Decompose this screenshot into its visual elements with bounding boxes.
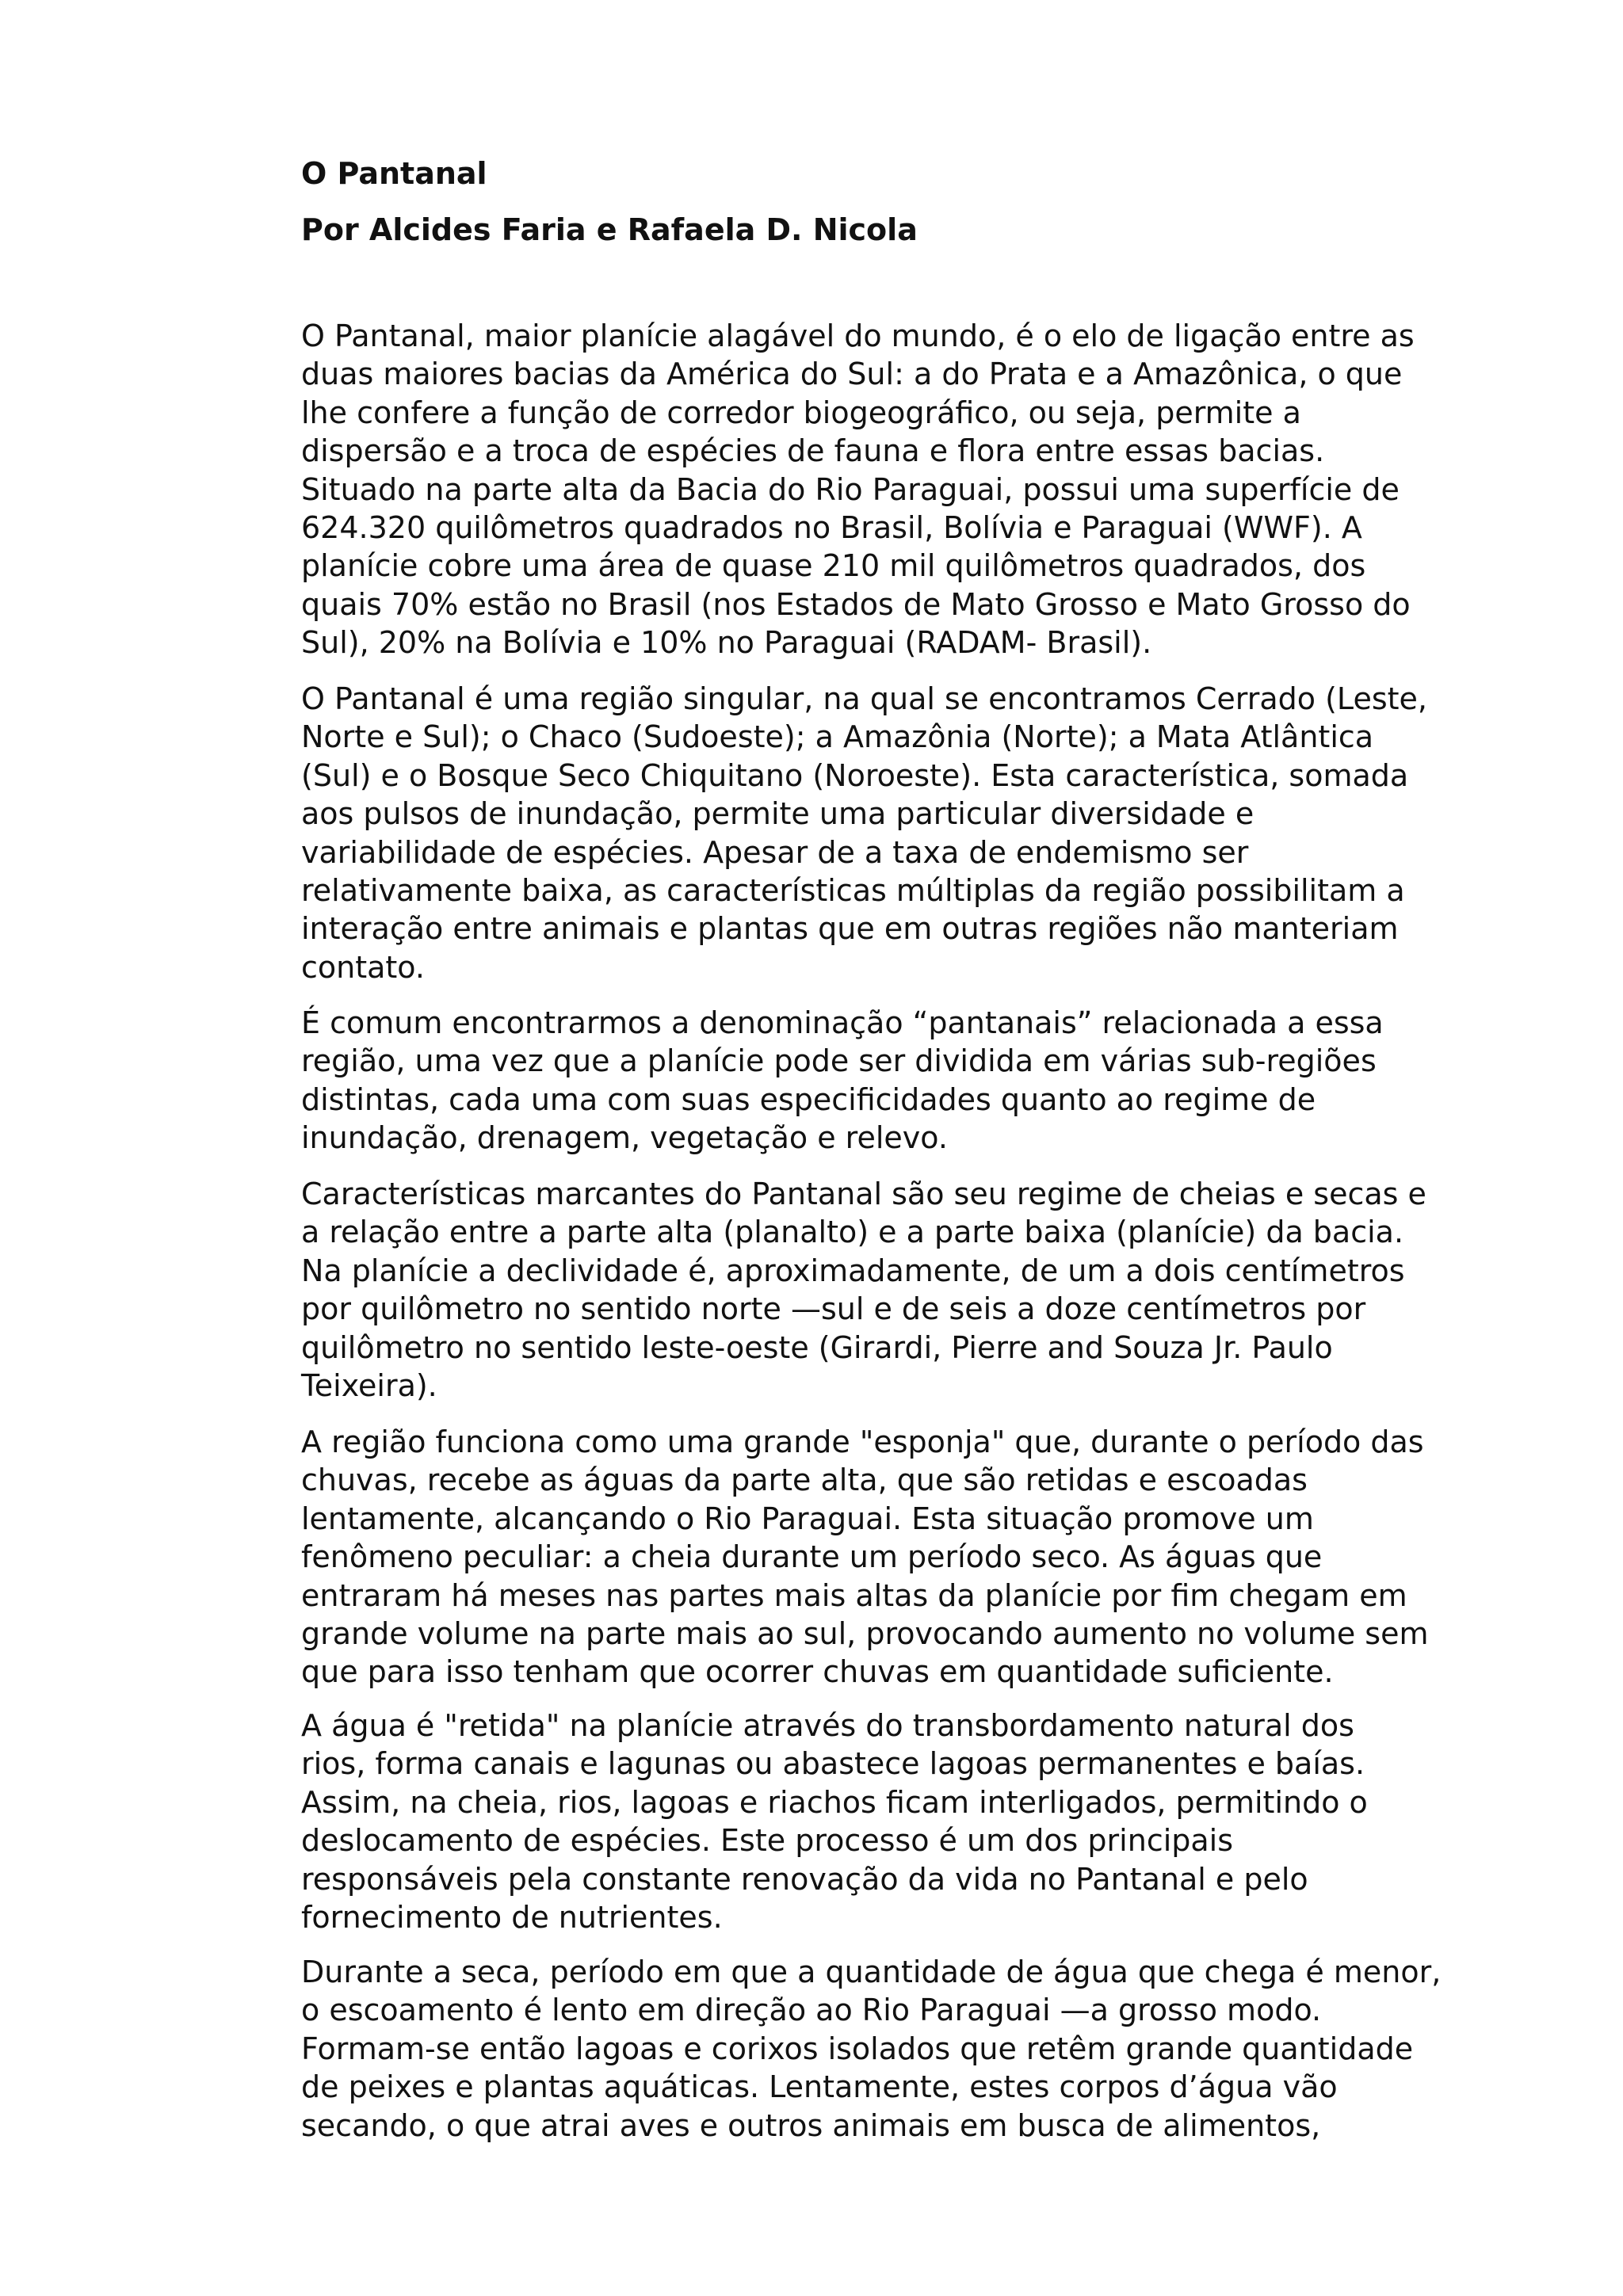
text-line: A região funciona como uma grande "esponja" que, durante o período das	[301, 1425, 1424, 1459]
text-line: por quilômetro no sentido norte —sul e de seis a doze centímetros por	[301, 1291, 1366, 1327]
text-line: O Pantanal, maior planície alagável do mundo, é o elo de ligação entre as	[301, 318, 1415, 353]
paragraph-2	[301, 680, 1427, 986]
paragraph-3	[301, 1004, 1384, 1158]
text-line: contato.	[301, 949, 425, 985]
text-line: Situado na parte alta da Bacia do Rio Paraguai, possui uma superfície de	[301, 471, 1400, 507]
text-line: Durante a seca, período em que a quantidade de água que chega é menor,	[301, 1955, 1442, 1989]
paragraph-6	[301, 1707, 1368, 1936]
text-line: A água é "retida" na planície através do transbordamento natural dos	[301, 1708, 1354, 1743]
text-line: Teixeira).	[301, 1368, 437, 1404]
text-line: secando, o que atrai aves e outros animais em busca de alimentos,	[301, 2107, 1321, 2143]
text-line: deslocamento de espécies. Este processo é um dos principais	[301, 1823, 1234, 1859]
text-line: inundação, drenagem, vegetação e relevo.	[301, 1120, 948, 1156]
text-line: responsáveis pela constante renovação da vida no Pantanal e pelo	[301, 1861, 1308, 1897]
text-line: Características marcantes do Pantanal são seu regime de cheias e secas e	[301, 1177, 1426, 1211]
text-line: lhe confere a função de corredor biogeográfico, ou seja, permite a	[301, 395, 1301, 430]
text-line: planície cobre uma área de quase 210 mil quilômetros quadrados, dos	[301, 548, 1366, 584]
text-line: Assim, na cheia, rios, lagoas e riachos ficam interligados, permitindo o	[301, 1784, 1368, 1820]
text-line: Na planície a declividade é, aproximadamente, de um a dois centímetros	[301, 1253, 1405, 1288]
text-line: O Pantanal é uma região singular, na qual se encontramos Cerrado (Leste,	[301, 681, 1427, 716]
text-line: quilômetro no sentido leste-oeste (Girardi, Pierre and Souza Jr. Paulo	[301, 1329, 1333, 1365]
text-line: o escoamento é lento em direção ao Rio Paraguai —a grosso modo.	[301, 1993, 1322, 2028]
text-line: de peixes e plantas aquáticas. Lentamente, estes corpos d’água vão	[301, 2069, 1338, 2105]
text-line: interação entre animais e plantas que em outras regiões não manteriam	[301, 911, 1399, 947]
text-line: distintas, cada uma com suas especificidades quanto ao regime de	[301, 1081, 1316, 1117]
document-byline: Por Alcides Faria e Rafaela D. Nicola	[301, 212, 918, 247]
paragraph-5	[301, 1423, 1428, 1691]
text-line: 624.320 quilômetros quadrados no Brasil, Bolívia e Paraguai (WWF). A	[301, 510, 1362, 546]
document-title: O Pantanal	[301, 156, 487, 191]
paragraph-4	[301, 1175, 1426, 1405]
paragraph-1	[301, 317, 1415, 662]
text-line: região, uma vez que a planície pode ser dividida em várias sub-regiões	[301, 1043, 1377, 1079]
text-line: variabilidade de espécies. Apesar de a taxa de endemismo ser	[301, 834, 1249, 870]
text-line: quais 70% estão no Brasil (nos Estados de Mato Grosso e Mato Grosso do	[301, 586, 1411, 622]
text-line: (Sul) e o Bosque Seco Chiquitano (Noroeste). Esta característica, somada	[301, 757, 1409, 793]
text-line: grande volume na parte mais ao sul, provocando aumento no volume sem	[301, 1616, 1429, 1652]
text-line: aos pulsos de inundação, permite uma particular diversidade e	[301, 796, 1254, 832]
text-line: Formam-se então lagoas e corixos isolados que retêm grande quantidade	[301, 2031, 1414, 2066]
text-line: chuvas, recebe as águas da parte alta, que são retidas e escoadas	[301, 1463, 1308, 1498]
text-line: fenômeno peculiar: a cheia durante um período seco. As águas que	[301, 1539, 1323, 1575]
text-line: duas maiores bacias da América do Sul: a do Prata e a Amazônica, o que	[301, 357, 1403, 392]
paragraph-7	[301, 1953, 1441, 2145]
text-line: lentamente, alcançando o Rio Paraguai. Esta situação promove um	[301, 1501, 1314, 1536]
text-line: a relação entre a parte alta (planalto) e a parte baixa (planície) da bacia.	[301, 1215, 1404, 1250]
text-line: que para isso tenham que ocorrer chuvas em quantidade suficiente.	[301, 1654, 1334, 1690]
text-line: É comum encontrarmos a denominação “pantanais” relacionada a essa	[301, 1005, 1384, 1040]
text-line: Sul), 20% na Bolívia e 10% no Paraguai (RADAM- Brasil).	[301, 625, 1152, 661]
text-line: dispersão e a troca de espécies de fauna e flora entre essas bacias.	[301, 433, 1325, 469]
text-line: rios, forma canais e lagunas ou abastece lagoas permanentes e baías.	[301, 1746, 1365, 1782]
text-line: Norte e Sul); o Chaco (Sudoeste); a Amazônia (Norte); a Mata Atlântica	[301, 719, 1374, 755]
text-line: relativamente baixa, as características múltiplas da região possibilitam a	[301, 873, 1405, 909]
text-line: entraram há meses nas partes mais altas da planície por fim chegam em	[301, 1577, 1407, 1613]
text-line: fornecimento de nutrientes.	[301, 1900, 723, 1936]
